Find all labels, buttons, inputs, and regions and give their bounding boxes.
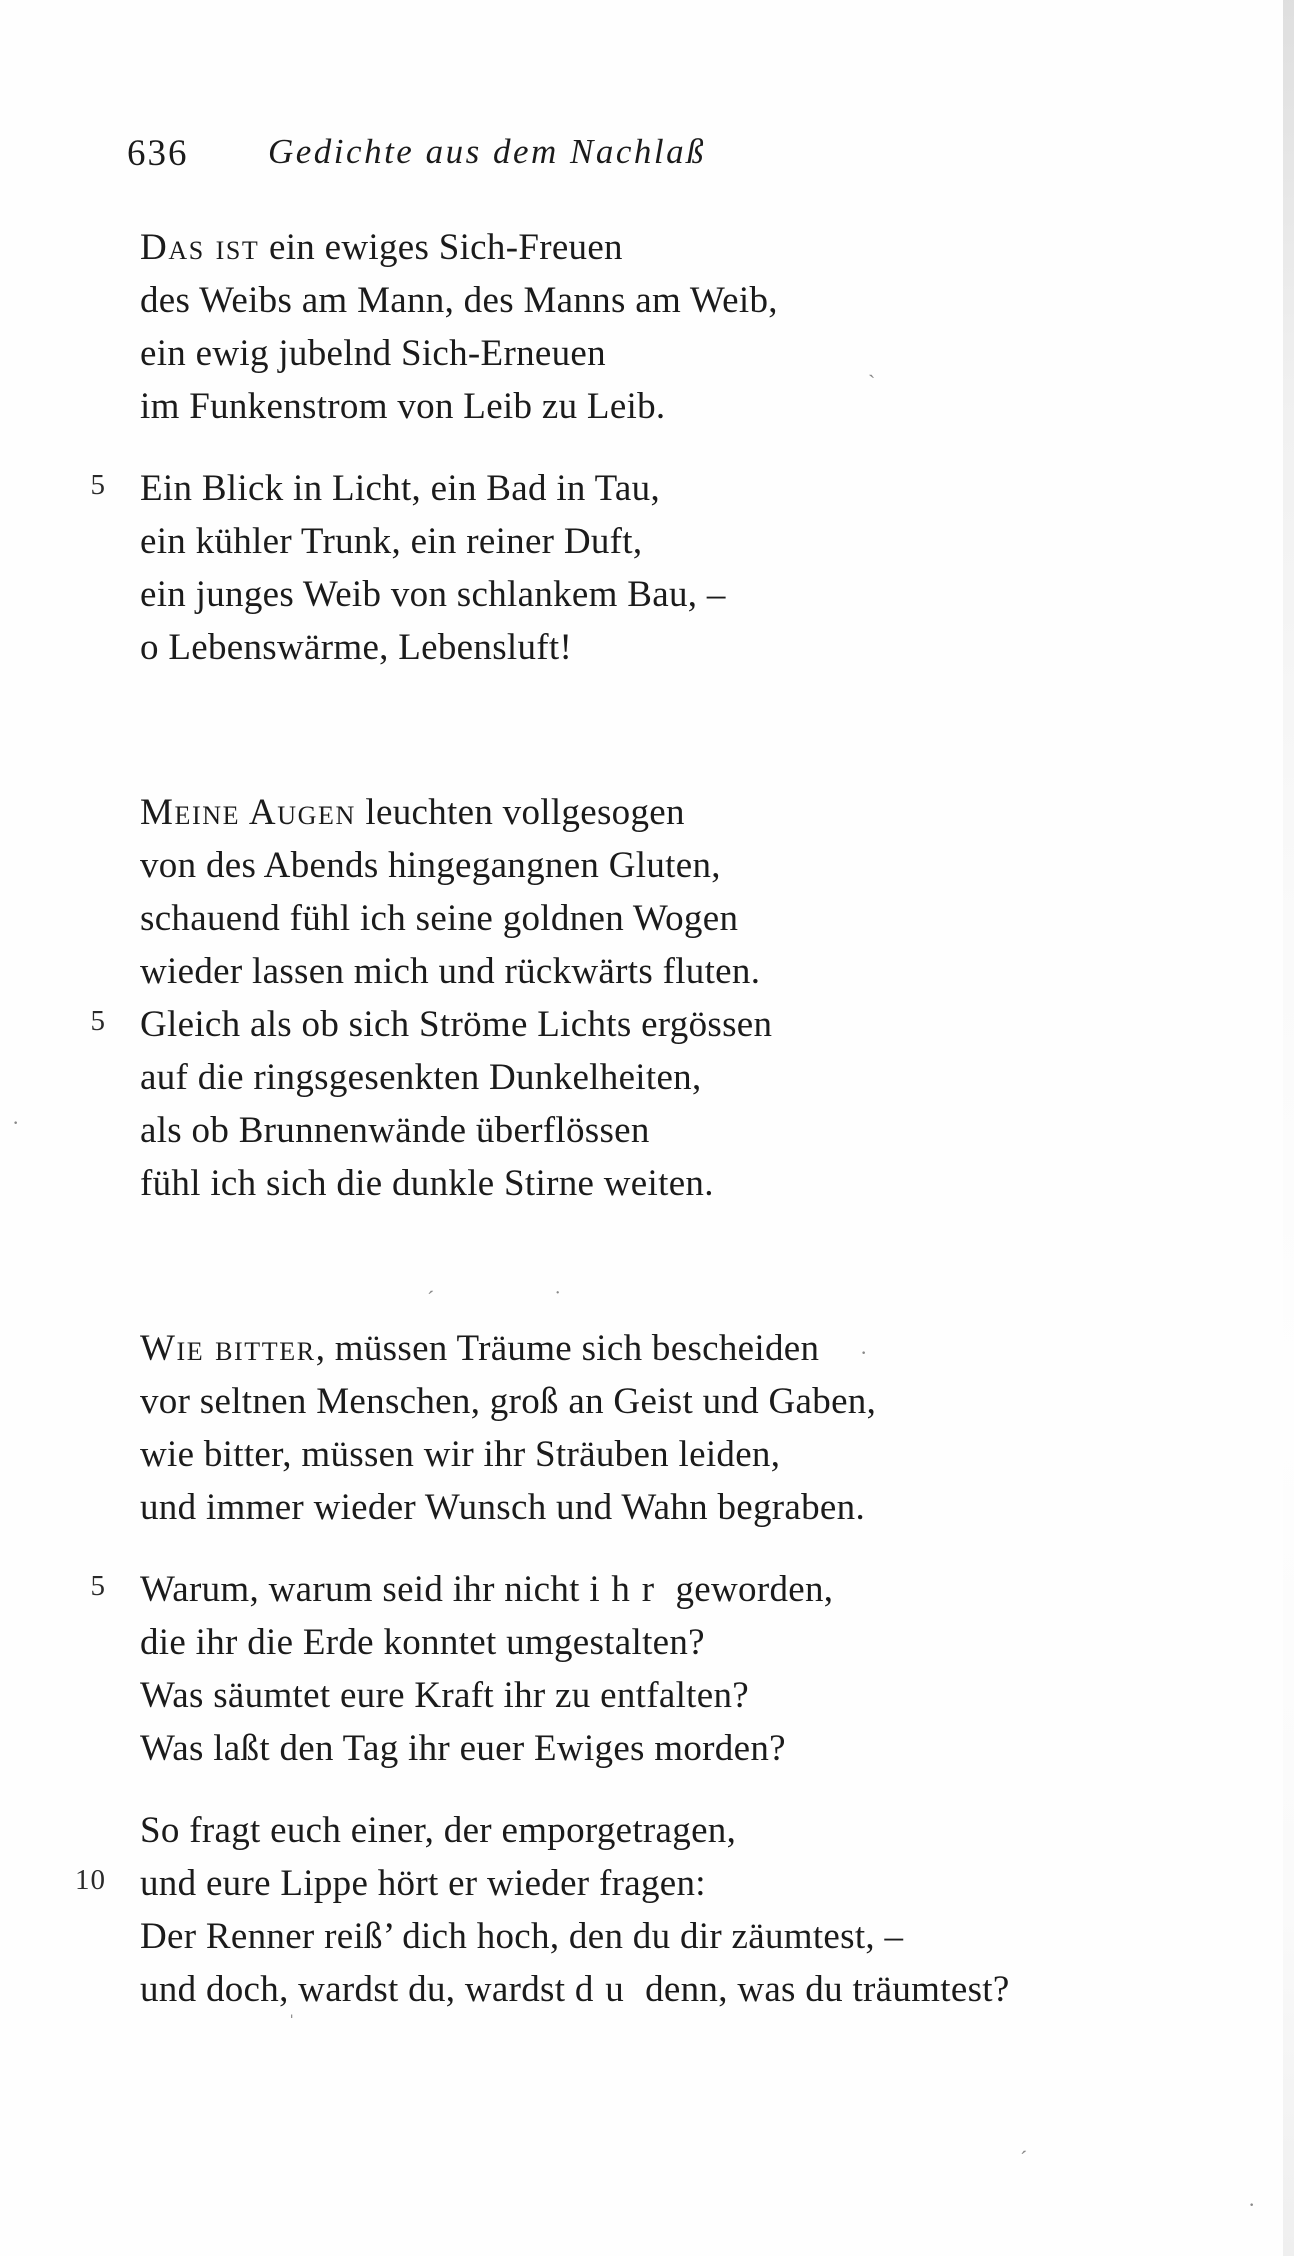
line-text-segment: Ein Blick in Licht, ein Bad in Tau, xyxy=(140,468,661,509)
line-text-segment: Warum, warum seid ihr nicht xyxy=(140,1569,590,1610)
scan-speck: · xyxy=(860,1340,868,1365)
poem-line xyxy=(140,1157,1220,1210)
line-text-segment: So fragt euch einer, der emporgetragen, xyxy=(140,1810,737,1851)
line-text-segment: Meine Augen xyxy=(140,792,356,833)
scan-speck: · xyxy=(12,1110,20,1135)
line-number: 5 xyxy=(90,1570,106,1602)
poem-line xyxy=(140,1963,1220,2016)
poem-line xyxy=(140,221,1220,274)
line-text-segment: auf die ringsgesenkten Dunkelheiten, xyxy=(140,1057,702,1098)
poem-line xyxy=(140,945,1220,998)
line-text-segment: im Funkenstrom von Leib zu Leib. xyxy=(140,386,666,427)
poem-line xyxy=(140,1104,1220,1157)
poem-line xyxy=(140,621,1220,674)
line-text-segment: wieder lassen mich und rückwärts fluten. xyxy=(140,951,761,992)
stanza xyxy=(90,1563,1220,1775)
poem-line xyxy=(140,274,1220,327)
scan-speck: ˊ xyxy=(1020,2146,1028,2171)
poem-line xyxy=(140,515,1220,568)
line-text-segment: vor seltnen Menschen, groß an Geist und Gaben, xyxy=(140,1381,877,1422)
poem-line xyxy=(140,568,1220,621)
poem-line xyxy=(140,1322,1220,1375)
line-text-segment: ein ewiges Sich-Freuen xyxy=(259,227,623,268)
page-number: 636 xyxy=(127,133,189,174)
scan-speck: · xyxy=(1248,2192,1256,2217)
stanza xyxy=(140,1322,1220,1534)
line-text-segment: des Weibs am Mann, des Manns am Weib, xyxy=(140,280,778,321)
running-header xyxy=(0,132,1294,192)
poem-line xyxy=(140,839,1220,892)
poem-line xyxy=(140,327,1220,380)
line-text-segment: du xyxy=(574,1969,636,2010)
poem-line xyxy=(90,1563,1220,1616)
poem-line xyxy=(90,462,1220,515)
poem-line xyxy=(140,1722,1220,1775)
scan-speck: ˋ xyxy=(868,370,876,395)
poems-container xyxy=(75,221,1220,2016)
line-text-segment: Wie bitter xyxy=(140,1328,316,1369)
line-text-segment: ein ewig jubelnd Sich-Erneuen xyxy=(140,333,606,374)
scan-speck: ˊ xyxy=(427,1286,435,1311)
poem xyxy=(75,1322,1220,2016)
line-text-segment: geworden, xyxy=(665,1569,834,1610)
line-text-segment: von des Abends hingegangnen Gluten, xyxy=(140,845,721,886)
line-text-segment: Der Renner reiß’ dich hoch, den du dir zäumtest, – xyxy=(140,1916,904,1957)
poem-line xyxy=(140,1481,1220,1534)
line-text-segment: denn, was du träumtest? xyxy=(635,1969,1010,2010)
line-text-segment: fühl ich sich die dunkle Stirne weiten. xyxy=(140,1163,714,1204)
line-text-segment: , müssen Träume sich bescheiden xyxy=(315,1328,820,1369)
stanza xyxy=(90,786,1220,1210)
line-text-segment: und doch, wardst du, wardst xyxy=(140,1969,575,2010)
poem-line xyxy=(140,1616,1220,1669)
line-text-segment: und immer wieder Wunsch und Wahn begraben. xyxy=(140,1487,865,1528)
running-header-title: Gedichte aus dem Nachlaß xyxy=(268,132,707,171)
line-number: 10 xyxy=(75,1864,106,1896)
poem xyxy=(90,786,1220,1210)
line-text-segment: Das ist xyxy=(140,227,260,268)
line-text-segment: o Lebenswärme, Lebensluft! xyxy=(140,627,573,668)
poem-line xyxy=(140,892,1220,945)
scan-speck: ˈ xyxy=(288,2010,296,2035)
stanza xyxy=(140,221,1220,433)
poem-line xyxy=(140,1669,1220,1722)
line-text-segment: ihr xyxy=(589,1569,666,1610)
line-text-segment: ein junges Weib von schlankem Bau, – xyxy=(140,574,726,615)
stanza xyxy=(90,462,1220,674)
line-text-segment: die ihr die Erde konntet umgestalten? xyxy=(140,1622,705,1663)
poem-line xyxy=(140,1375,1220,1428)
poem-line xyxy=(140,1910,1220,1963)
scan-speck: ˙ xyxy=(554,1286,562,1311)
line-number: 5 xyxy=(90,1005,106,1037)
line-text-segment: Was säumtet eure Kraft ihr zu entfalten? xyxy=(140,1675,749,1716)
poem-line xyxy=(140,1428,1220,1481)
scan-edge-shadow xyxy=(1283,0,1294,2256)
poem-line xyxy=(140,1051,1220,1104)
line-text-segment: wie bitter, müssen wir ihr Sträuben leiden, xyxy=(140,1434,781,1475)
line-text-segment: Was laßt den Tag ihr euer Ewiges morden? xyxy=(140,1728,786,1769)
poem-line xyxy=(75,1857,1220,1910)
poem-line xyxy=(90,998,1220,1051)
poem-line xyxy=(140,1804,1220,1857)
line-text-segment: Gleich als ob sich Ströme Lichts ergössen xyxy=(140,1004,773,1045)
line-text-segment: ein kühler Trunk, ein reiner Duft, xyxy=(140,521,643,562)
poem-line xyxy=(140,380,1220,433)
line-text-segment: als ob Brunnenwände überflössen xyxy=(140,1110,650,1151)
line-number: 5 xyxy=(90,469,106,501)
poem xyxy=(90,221,1220,674)
stanza xyxy=(75,1804,1220,2016)
line-text-segment: und eure Lippe hört er wieder fragen: xyxy=(140,1863,706,1904)
line-text-segment: leuchten vollgesogen xyxy=(355,792,685,833)
line-text-segment: schauend fühl ich seine goldnen Wogen xyxy=(140,898,739,939)
poem-line xyxy=(140,786,1220,839)
